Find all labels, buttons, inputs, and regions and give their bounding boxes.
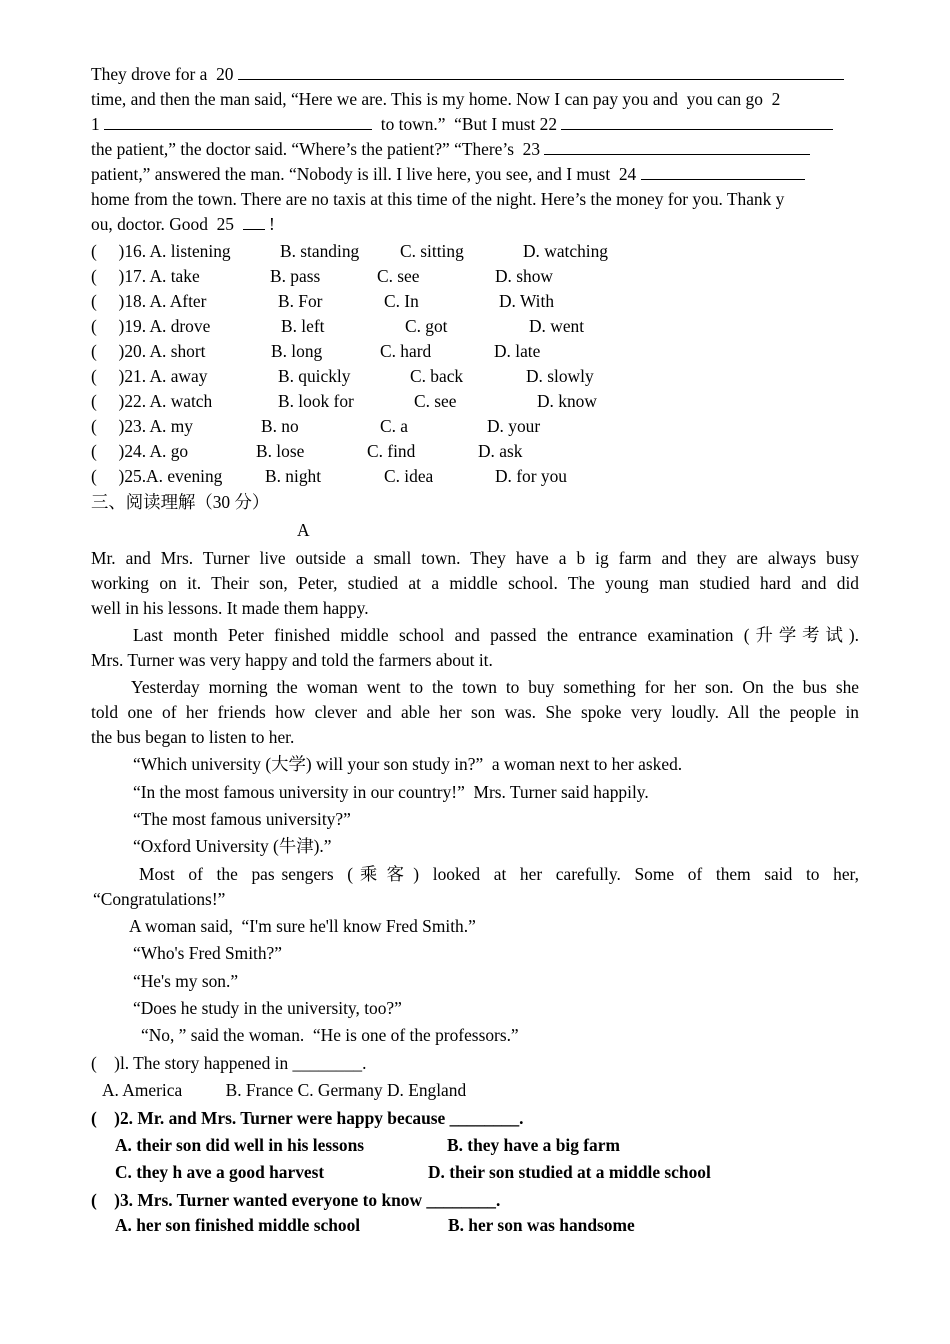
- passage-line: the bus began to listen to her.: [91, 727, 295, 747]
- reading-question-1-options: A. America B. France C. Germany D. England: [102, 1080, 467, 1100]
- reading-question-1: ( )l. The story happened in ________.: [91, 1053, 367, 1073]
- reading-question-3-options-ab: A. her son finished middle school B. her son was handsome: [115, 1215, 635, 1235]
- passage-line: Mrs. Turner was very happy and told the farmers about it.: [91, 650, 493, 670]
- blank-22: [561, 112, 833, 130]
- dialogue-line: “In the most famous university in our country!” Mrs. Turner said happily.: [133, 782, 649, 802]
- cloze-question: ( )21. A. away B. quickly C. back D. slowly: [91, 366, 594, 386]
- passage-line: well in his lessons. It made them happy.: [91, 598, 369, 618]
- cloze-line-7: ou, doctor. Good 25 !: [91, 214, 275, 234]
- cloze-line-1: They drove for a 20: [91, 62, 859, 87]
- passage-line: Mr. and Mrs. Turner live outside a small town. They have a b ig farm and they are always busy: [91, 548, 859, 568]
- cloze-line-5: patient,” answered the man. “Nobody is ill. I live here, you see, and I must 24: [91, 162, 859, 187]
- blank-23: [544, 137, 810, 155]
- cloze-question: ( )17. A. take B. pass C. see D. show: [91, 266, 553, 286]
- passage-line: Yesterday morning the woman went to the town to buy something for her son. On the bus she: [131, 677, 859, 697]
- cloze-question: ( )19. A. drove B. left C. got D. went: [91, 316, 585, 336]
- cloze-question: ( )16. A. listening B. standing C. sitting D. watching: [91, 241, 609, 261]
- reading-question-2-options-ab: A. their son did well in his lessons B. they have a big farm: [115, 1135, 620, 1155]
- dialogue-line: “He's my son.”: [133, 971, 239, 991]
- dialogue-line: “The most famous university?”: [133, 809, 351, 829]
- dialogue-line: “No, ” said the woman. “He is one of the professors.”: [141, 1025, 519, 1045]
- cloze-question: ( )23. A. my B. no C. a D. your: [91, 416, 541, 436]
- dialogue-line: “Does he study in the university, too?”: [133, 998, 402, 1018]
- passage-line: “Congratulations!”: [93, 889, 226, 909]
- dialogue-line: A woman said, “I'm sure he'll know Fred Smith.”: [129, 916, 476, 936]
- blank-21: [104, 112, 372, 130]
- passage-line: told one of her friends how clever and able her son was. She spoke very loudly. All the people in: [91, 702, 859, 722]
- cloze-question: ( )18. A. After B. For C. In D. With: [91, 291, 555, 311]
- cloze-line-3: 1 to town.” “But I must 22: [91, 112, 859, 137]
- passage-line: Last month Peter finished middle school and passed the entrance examination (升学考试).: [133, 625, 859, 645]
- reading-question-2-options-cd: C. they h ave a good harvest D. their son studied at a middle school: [115, 1162, 711, 1182]
- dialogue-line: “Oxford University (牛津).”: [133, 836, 332, 856]
- blank-24: [641, 162, 805, 180]
- reading-question-2: ( )2. Mr. and Mrs. Turner were happy because ________.: [91, 1108, 524, 1128]
- dialogue-line: “Which university (大学) will your son study in?” a woman next to her asked.: [133, 754, 683, 774]
- blank-20: [238, 62, 844, 80]
- cloze-line-6: home from the town. There are no taxis at this time of the night. Here’s the money for you. Thank y: [91, 189, 785, 209]
- passage-label: A: [297, 520, 310, 540]
- passage-line: Most of the pas sengers ( 乘 客 ) looked at her carefully. Some of them said to her,: [139, 864, 859, 884]
- cloze-line-2: time, and then the man said, “Here we are. This is my home. Now I can pay you and you can go 2: [91, 89, 781, 109]
- dialogue-line: “Who's Fred Smith?”: [133, 943, 282, 963]
- cloze-question: ( )25.A. evening B. night C. idea D. for you: [91, 466, 567, 486]
- section-title: 三、阅读理解（30 分）: [91, 492, 270, 512]
- cloze-question: ( )20. A. short B. long C. hard D. late: [91, 341, 541, 361]
- cloze-question: ( )24. A. go B. lose C. find D. ask: [91, 441, 523, 461]
- blank-25: [243, 212, 265, 230]
- cloze-question: ( )22. A. watch B. look for C. see D. know: [91, 391, 597, 411]
- reading-question-3: ( )3. Mrs. Turner wanted everyone to know ________.: [91, 1190, 501, 1210]
- passage-line: working on it. Their son, Peter, studied at a middle school. The young man studied hard and did: [91, 573, 859, 593]
- cloze-line-4: the patient,” the doctor said. “Where’s the patient?” “There’s 23: [91, 137, 859, 162]
